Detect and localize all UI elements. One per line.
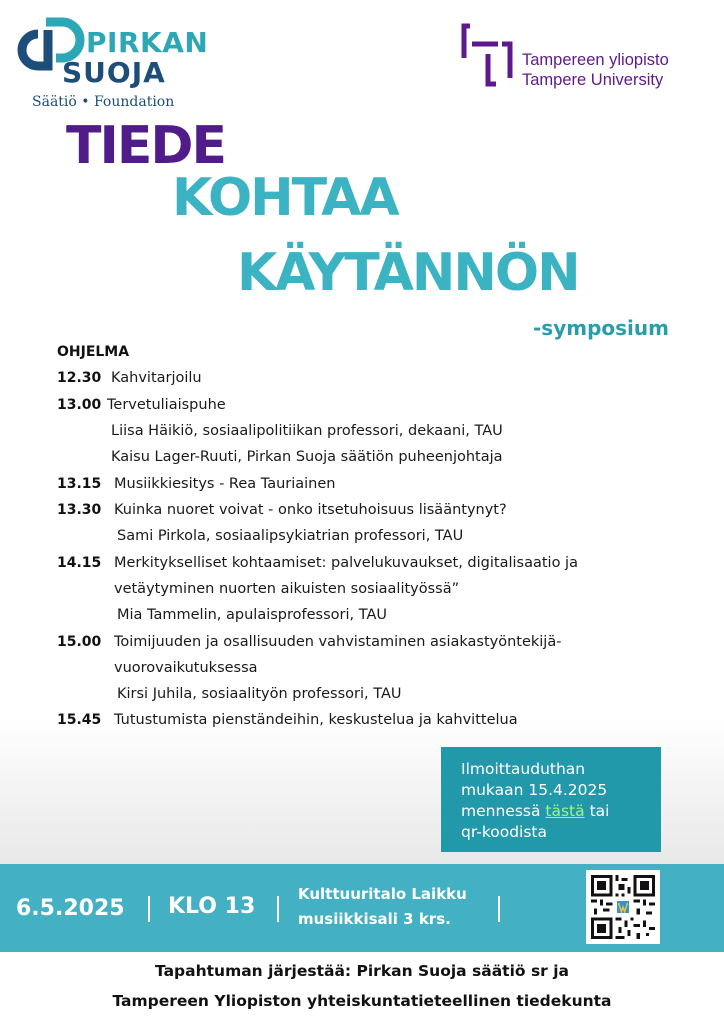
title-suffix: -symposium: [533, 316, 669, 340]
program-time: 14.15: [57, 555, 102, 571]
program-line: Tutustumista pienständeihin, keskustelua ja kahvittelua: [114, 712, 518, 728]
program-line: Tervetuliaispuhe: [107, 397, 226, 413]
registration-line4: qr-koodista: [461, 823, 547, 841]
event-info-band: [0, 864, 724, 952]
program-line: vuorovaikutuksessa: [114, 660, 258, 676]
pirkan-suoja-logo-sub: Säätiö • Foundation: [32, 94, 175, 110]
event-place: [298, 882, 467, 932]
program-time: 15.00: [57, 634, 102, 650]
pirkan-suoja-logo-line1: PIRKAN: [86, 26, 209, 59]
registration-line1: Ilmoittauduthan: [461, 760, 586, 778]
event-place-line2: musiikkisali 3 krs.: [298, 910, 451, 928]
event-time: KLO 13: [168, 894, 256, 919]
registration-line2: mukaan 15.4.2025: [461, 781, 608, 799]
program-line: vetäytyminen nuorten aikuisten sosiaalityössä”: [114, 581, 460, 597]
program-line: Kahvitarjoilu: [111, 370, 202, 386]
separator: [148, 896, 150, 922]
event-place-line1: Kulttuuritalo Laikku: [298, 885, 467, 903]
tampere-university-logo: [458, 20, 708, 90]
tau-line1: Tampereen yliopisto: [522, 51, 669, 69]
program-line: Mia Tammelin, apulaisprofessori, TAU: [117, 607, 387, 623]
program-line: Toimijuuden ja osallisuuden vahvistaminen asiakastyöntekijä-: [114, 634, 562, 650]
qr-code[interactable]: [586, 870, 660, 944]
program-time: 15.45: [57, 712, 102, 728]
registration-link[interactable]: tästä: [545, 802, 585, 820]
tampere-university-logo-text: [522, 50, 669, 90]
program-time: 13.30: [57, 502, 102, 518]
separator: [498, 896, 500, 922]
event-date: 6.5.2025: [16, 896, 125, 921]
program-line: Kirsi Juhila, sosiaalityön professori, TAU: [117, 686, 402, 702]
program-line: Liisa Häikiö, sosiaalipolitiikan professori, dekaani, TAU: [111, 423, 503, 439]
program-line: Sami Pirkola, sosiaalipsykiatrian professori, TAU: [117, 528, 464, 544]
registration-box: [441, 747, 661, 852]
tau-line2: Tampere University: [522, 71, 664, 89]
pirkan-suoja-logo-line2: SUOJA: [62, 56, 166, 89]
footer-line2: Tampereen Yliopiston yhteiskuntatieteellinen tiedekunta: [112, 992, 612, 1010]
qr-code-icon: [591, 875, 655, 939]
program-time: 13.15: [57, 476, 102, 492]
program-line: Musiikkiesitys - Rea Tauriainen: [114, 476, 336, 492]
program-line: Merkitykselliset kohtaamiset: palvelukuvaukset, digitalisaatio ja: [114, 555, 578, 571]
program-line: Kuinka nuoret voivat - onko itsetuhoisuus lisääntynyt?: [114, 502, 507, 518]
separator: [277, 896, 279, 922]
registration-line3-before: mennessä: [461, 802, 546, 820]
program-heading: OHJELMA: [57, 344, 130, 360]
registration-line3: [461, 801, 641, 822]
program-line: Kaisu Lager-Ruuti, Pirkan Suoja säätiön puheenjohtaja: [111, 449, 503, 465]
program-time: 12.30: [57, 370, 102, 386]
title-line2: KOHTAA: [172, 168, 398, 228]
title-line1: TIEDE: [66, 116, 226, 176]
registration-line3-after: tai: [584, 802, 610, 820]
title-line3: KÄYTÄNNÖN: [237, 243, 579, 303]
program-time: 13.00: [57, 397, 102, 413]
footer-line1: Tapahtuman järjestää: Pirkan Suoja säätiö sr ja: [155, 962, 569, 980]
tampere-university-logo-mark: [458, 20, 518, 90]
pirkan-suoja-logo: [16, 12, 209, 112]
